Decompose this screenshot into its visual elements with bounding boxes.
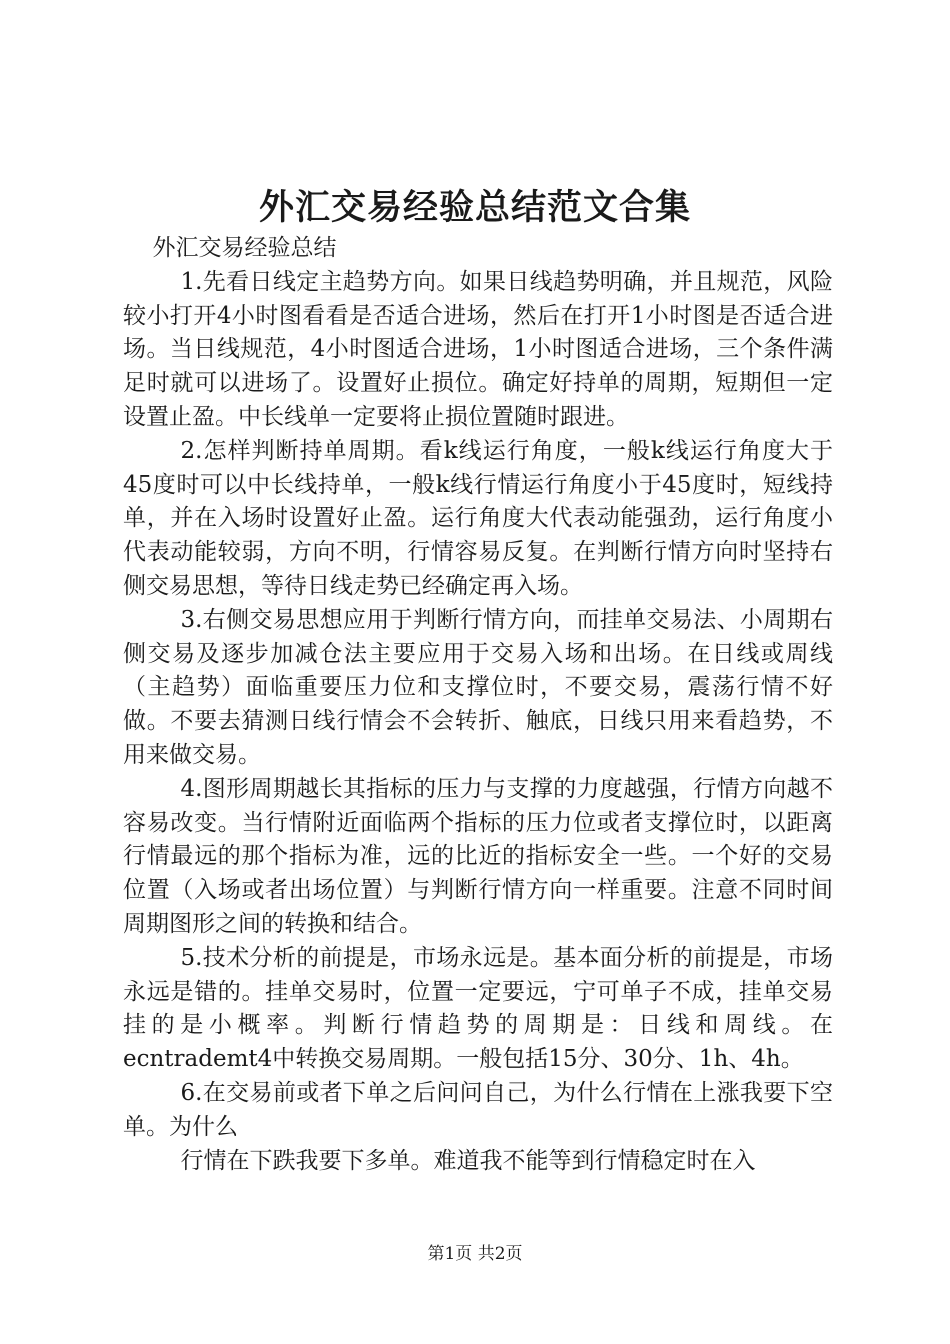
paragraph-4: 4.图形周期越长其指标的压力与支撑的力度越强，行情方向越不容易改变。当行情附近面临两个指标的压力位或者支撑位时，以距离行情最远的那个指标为准，远的比近的指标安全一些。一个好的交易位置（入场或者出场位置）与判断行情方向一样重要。注意不同时间周期图形之间的转换和结合。 [123,775,833,937]
paragraph-5: 5.技术分析的前提是，市场永远是。基本面分析的前提是，市场永远是错的。挂单交易时，位置一定要远，宁可单子不成，挂单交易挂的是小概率。判断行情趋势的周期是：日线和周线。在ecntrademt4中转换交易周期。一般包括15分、30分、1h、4h。 [123,944,833,1073]
paragraph-6: 6.在交易前或者下单之后问问自己，为什么行情在上涨我要下空单。为什么 [123,1079,833,1140]
paragraph-1: 1.先看日线定主趋势方向。如果日线趋势明确，并且规范，风险较小打开4小时图看看是否适合进场，然后在打开1小时图是否适合进场。当日线规范，4小时图适合进场，1小时图适合进场，三个条件满足时就可以进场了。设置好止损位。确定好持单的周期，短期但一定设置止盈。中长线单一定要将止损位置随时跟进。 [123,268,833,430]
document-body [123,232,833,1178]
document-title: 外汇交易经验总结范文合集 [258,187,691,228]
paragraph-7: 行情在下跌我要下多单。难道我不能等到行情稳定时在入 [180,1147,756,1174]
paragraph-3: 3.右侧交易思想应用于判断行情方向，而挂单交易法、小周期右侧交易及逐步加减仓法主要应用于交易入场和出场。在日线或周线（主趋势）面临重要压力位和支撑位时，不要交易，震荡行情不好做。不要去猜测日线行情会不会转折、触底，日线只用来看趋势，不用来做交易。 [123,606,833,768]
section-heading: 外汇交易经验总结 [152,235,337,261]
paragraph-2: 2.怎样判断持单周期。看k线运行角度，一般k线运行角度大于45度时可以中长线持单，一般k线行情运行角度小于45度时，短线持单，并在入场时设置好止盈。运行角度大代表动能强劲，运行角度小代表动能较弱，方向不明，行情容易反复。在判断行情方向时坚持右侧交易思想，等待日线走势已经确定再入场。 [123,437,833,599]
page-footer: 第1页 共2页 [427,1244,523,1264]
